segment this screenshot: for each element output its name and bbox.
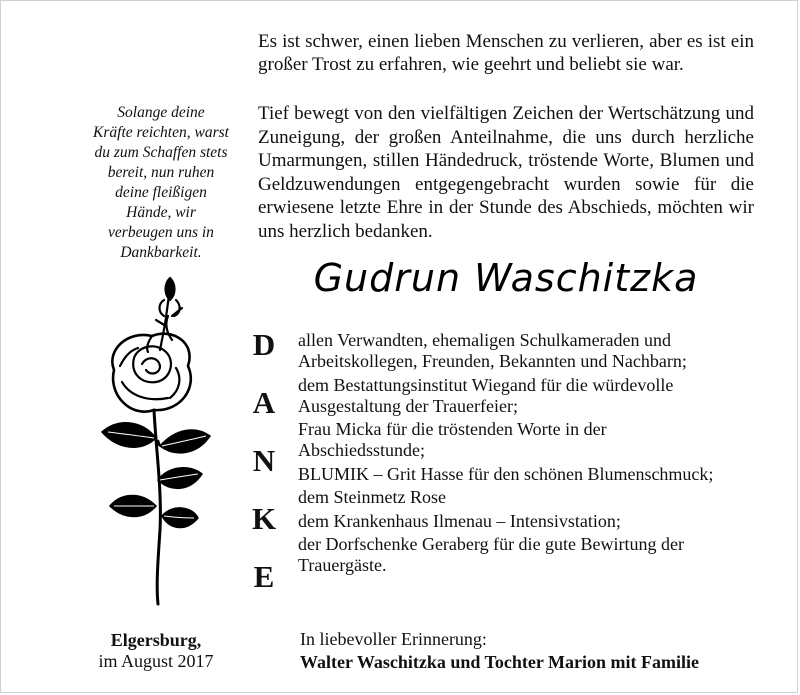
list-item: allen Verwandten, ehemaligen Schulkameraden und Arbeitskollegen, Freunden, Bekannten und Nachbarn; <box>298 330 687 371</box>
closing-lead: In liebevoller Erinnerung: <box>300 629 487 649</box>
place-date <box>78 630 234 672</box>
danke-letter-k: K <box>251 501 277 536</box>
thanks-list <box>298 330 758 579</box>
place-city: Elgersburg, <box>110 630 202 650</box>
quote-line: deine fleißigen <box>115 184 207 201</box>
danke-letter-a: A <box>252 385 276 420</box>
intro-text <box>258 30 754 76</box>
quote-line: Kräfte reichten, warst <box>93 124 229 141</box>
quote-line: verbeugen uns in <box>108 224 214 241</box>
danke-letter-d: D <box>252 327 276 362</box>
list-item: dem Bestattungsinstitut Wiegand für die würdevolle Ausgestaltung der Trauerfeier; <box>298 374 674 416</box>
list-item: der Dorfschenke Geraberg für die gute Bewirtung der Trauergäste. <box>298 534 685 575</box>
place-month: im August 2017 <box>98 651 214 671</box>
quote-line: du zum Schaffen stets <box>94 144 228 161</box>
rose-icon <box>72 270 240 610</box>
quote-line: bereit, nun ruhen <box>107 164 215 181</box>
quote-line: Solange deine <box>117 104 205 121</box>
closing-signature <box>300 628 770 674</box>
list-item: BLUMIK – Grit Hasse für den schönen Blumenschmuck; <box>298 463 714 484</box>
list-item: dem Steinmetz Rose <box>298 487 446 507</box>
list-item: dem Krankenhaus Ilmenau – Intensivstation; <box>298 510 621 531</box>
quote-line: Hände, wir <box>126 204 196 221</box>
deceased-name: Gudrun Waschitzka <box>313 256 699 300</box>
gratitude-paragraph: Tief bewegt von den vielfältigen Zeichen der Wertschätzung und Zuneigung, der großen Anteilnahme, die uns durch herzliche Umarmungen, stillen Händedruck, tröstende Worte, Blumen und Geldzuwendungen entgegengebracht wurden sowie für die erwiesene letzte Ehre in der Stunde des Abschieds, möchten wir uns herzlich bedanken. <box>258 103 754 242</box>
danke-letter-n: N <box>252 443 276 478</box>
quote-line: Dankbarkeit. <box>120 244 202 261</box>
list-item: Frau Micka für die tröstenden Worte in der Abschiedsstunde; <box>298 419 607 460</box>
danke-letter-e: E <box>253 559 275 594</box>
memorial-quote <box>72 103 250 263</box>
gratitude-text <box>258 102 754 243</box>
family-signature: Walter Waschitzka und Tochter Marion mit Familie <box>300 652 700 672</box>
intro-paragraph: Es ist schwer, einen lieben Menschen zu verlieren, aber es ist ein großer Trost zu erfahren, wie geehrt und beliebt sie war. <box>258 31 754 75</box>
